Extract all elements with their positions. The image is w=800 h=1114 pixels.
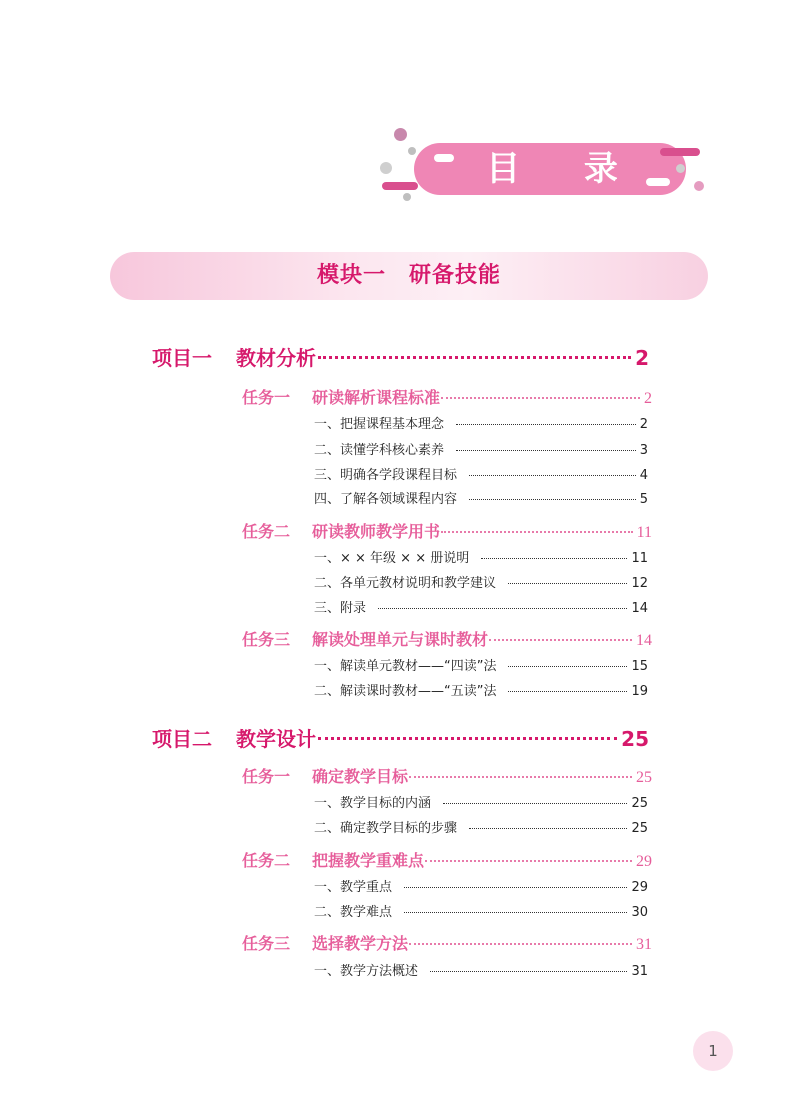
dot-leader xyxy=(318,356,631,359)
toc-item[interactable] xyxy=(314,572,648,591)
item-page: 2 xyxy=(639,417,648,432)
dot-leader xyxy=(508,666,627,667)
decor-dot xyxy=(676,164,685,173)
dot-leader xyxy=(409,776,632,778)
item-title: 二、教学难点 xyxy=(314,905,393,920)
toc-item[interactable] xyxy=(314,413,648,432)
dot-leader xyxy=(409,943,632,945)
dot-leader xyxy=(456,424,636,425)
decor-dot xyxy=(408,147,416,155)
item-title: 一、教学方法概述 xyxy=(314,964,419,979)
item-page: 3 xyxy=(639,443,648,458)
dot-leader xyxy=(469,828,627,829)
task-page: 14 xyxy=(636,632,652,649)
dot-leader xyxy=(318,737,617,740)
task-title: 把握教学重难点 xyxy=(312,851,425,870)
toc-task[interactable] xyxy=(242,931,652,954)
toc-task[interactable] xyxy=(242,519,652,542)
item-page: 5 xyxy=(639,492,648,507)
dot-leader xyxy=(441,397,640,399)
dot-leader xyxy=(469,499,636,500)
item-title: 二、确定教学目标的步骤 xyxy=(314,821,458,836)
item-title: 一、教学目标的内涵 xyxy=(314,796,432,811)
dot-leader xyxy=(469,475,636,476)
decor-dot xyxy=(394,128,407,141)
item-page: 31 xyxy=(631,964,648,979)
task-title: 确定教学目标 xyxy=(312,767,409,786)
toc-task[interactable] xyxy=(242,385,652,408)
dot-leader xyxy=(404,912,627,913)
task-page: 29 xyxy=(636,853,652,870)
project-page: 2 xyxy=(635,346,649,370)
toc-item[interactable] xyxy=(314,817,648,836)
task-page: 25 xyxy=(636,769,652,786)
task-title: 研读解析课程标准 xyxy=(312,388,441,407)
task-title: 解读处理单元与课时教材 xyxy=(312,630,489,649)
dot-leader xyxy=(441,531,633,533)
module-title: 模块一 研备技能 xyxy=(316,263,501,288)
toc-task[interactable] xyxy=(242,627,652,650)
task-page: 2 xyxy=(644,390,652,407)
decor-dash xyxy=(382,182,418,190)
toc-project-1[interactable] xyxy=(152,342,649,371)
task-page: 11 xyxy=(636,524,652,541)
task-number: 任务二 xyxy=(242,851,291,870)
item-page: 29 xyxy=(631,880,648,895)
page-number: 1 xyxy=(693,1031,733,1071)
item-page: 4 xyxy=(639,468,648,483)
task-number: 任务三 xyxy=(242,934,291,953)
dot-leader xyxy=(378,608,627,609)
project-title: 教学设计 xyxy=(236,727,316,751)
project-page: 25 xyxy=(621,727,649,751)
item-title: 一、教学重点 xyxy=(314,880,393,895)
toc-item[interactable] xyxy=(314,655,648,674)
toc-item[interactable] xyxy=(314,680,648,699)
item-title: 二、读懂学科核心素养 xyxy=(314,443,445,458)
item-page: 30 xyxy=(631,905,648,920)
task-title: 研读教师教学用书 xyxy=(312,522,441,541)
item-title: 三、明确各学段课程目标 xyxy=(314,468,458,483)
toc-task[interactable] xyxy=(242,764,652,787)
task-page: 31 xyxy=(636,936,652,953)
dot-leader xyxy=(508,583,627,584)
dot-leader xyxy=(425,860,632,862)
toc-item[interactable] xyxy=(314,960,648,979)
toc-project-2[interactable] xyxy=(152,723,649,752)
task-number: 任务一 xyxy=(242,388,291,407)
item-title: 二、各单元教材说明和教学建议 xyxy=(314,576,497,591)
project-title: 教材分析 xyxy=(236,346,316,370)
task-number: 任务三 xyxy=(242,630,291,649)
item-page: 25 xyxy=(631,821,648,836)
decor-dot xyxy=(694,181,704,191)
dot-leader xyxy=(508,691,627,692)
item-page: 12 xyxy=(631,576,648,591)
item-title: 一、× × 年级 × × 册说明 xyxy=(314,551,470,566)
toc-item[interactable] xyxy=(314,597,648,616)
toc-banner xyxy=(0,0,800,220)
item-page: 19 xyxy=(631,684,648,699)
item-title: 三、附录 xyxy=(314,601,367,616)
dot-leader xyxy=(456,450,636,451)
dot-leader xyxy=(430,971,627,972)
item-page: 25 xyxy=(631,796,648,811)
item-title: 一、把握课程基本理念 xyxy=(314,417,445,432)
toc-item[interactable] xyxy=(314,464,648,483)
decor-dot xyxy=(380,162,392,174)
dot-leader xyxy=(443,803,627,804)
dot-leader xyxy=(404,887,627,888)
toc-item[interactable] xyxy=(314,488,648,507)
item-title: 一、解读单元教材——“四读”法 xyxy=(314,659,497,674)
toc-task[interactable] xyxy=(242,848,652,871)
item-page: 11 xyxy=(631,551,648,566)
item-page: 15 xyxy=(631,659,648,674)
decor-dash xyxy=(660,148,700,156)
toc-item[interactable] xyxy=(314,792,648,811)
item-title: 四、了解各领域课程内容 xyxy=(314,492,458,507)
dot-leader xyxy=(481,558,627,559)
task-title: 选择教学方法 xyxy=(312,934,409,953)
item-title: 二、解读课时教材——“五读”法 xyxy=(314,684,497,699)
task-number: 任务一 xyxy=(242,767,291,786)
dot-leader xyxy=(489,639,632,641)
decor-dot xyxy=(403,193,411,201)
toc-title: 目 录 xyxy=(486,149,644,189)
project-number: 项目一 xyxy=(152,346,212,370)
toc-item[interactable] xyxy=(314,901,648,920)
toc-item[interactable] xyxy=(314,439,648,458)
task-number: 任务二 xyxy=(242,522,291,541)
toc-item[interactable] xyxy=(314,547,648,566)
project-number: 项目二 xyxy=(152,727,212,751)
item-page: 14 xyxy=(631,601,648,616)
toc-item[interactable] xyxy=(314,876,648,895)
